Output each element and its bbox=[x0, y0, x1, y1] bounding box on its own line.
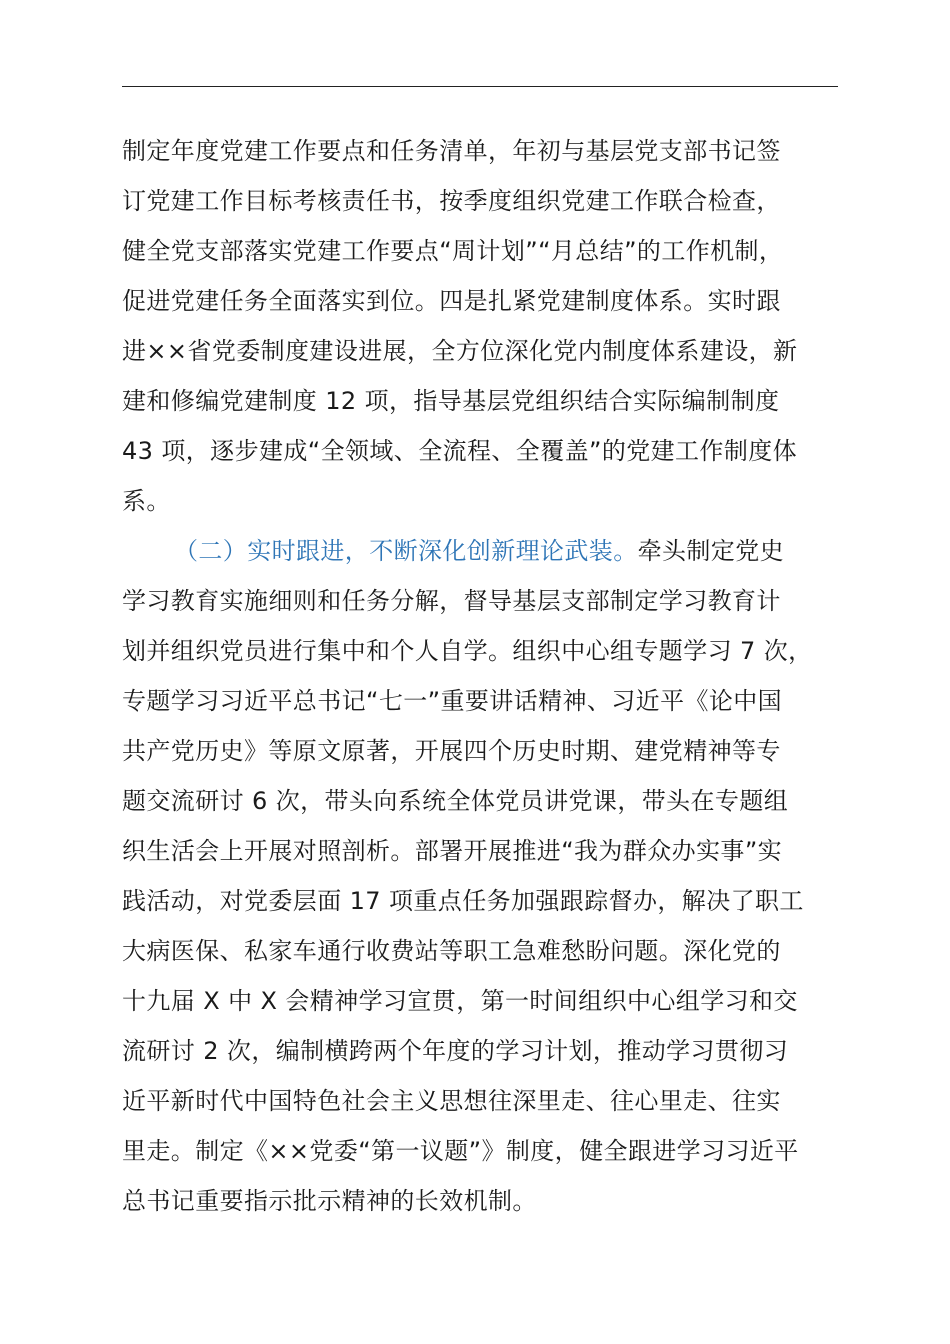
paragraph-line: 制定年度党建工作要点和任务清单，年初与基层党支部书记签 bbox=[122, 137, 781, 165]
paragraph-line: 十九届 X 中 X 会精神学习宣贯，第一时间组织中心组学习和交 bbox=[122, 987, 798, 1015]
paragraph-line: 共产党历史》等原文原著，开展四个历史时期、建党精神等专 bbox=[122, 737, 781, 765]
paragraph-line: 系。 bbox=[122, 487, 171, 515]
paragraph-line: 践活动，对党委层面 17 项重点任务加强跟踪督办，解决了职工 bbox=[122, 887, 804, 915]
paragraph-line: 流研讨 2 次，编制横跨两个年度的学习计划，推动学习贯彻习 bbox=[122, 1037, 789, 1065]
paragraph-line: 建和修编党建制度 12 项，指导基层党组织结合实际编制制度 bbox=[122, 387, 780, 415]
paragraph-line: 订党建工作目标考核责任书，按季度组织党建工作联合检查， bbox=[122, 187, 781, 215]
paragraph-line: 进××省党委制度建设进展，全方位深化党内制度体系建设，新 bbox=[122, 337, 798, 365]
paragraph-line: 专题学习习近平总书记“七一”重要讲话精神、习近平《论中国 bbox=[122, 687, 783, 715]
paragraph-line: 促进党建任务全面落实到位。四是扎紧党建制度体系。实时跟 bbox=[122, 287, 781, 315]
paragraph-2 bbox=[122, 526, 838, 1226]
paragraph-1 bbox=[122, 126, 838, 526]
paragraph-line: 大病医保、私家车通行收费站等职工急难愁盼问题。深化党的 bbox=[122, 937, 781, 965]
section-heading: （二）实时跟进，不断深化创新理论武装。 bbox=[174, 537, 638, 565]
paragraph-line: 题交流研讨 6 次，带头向系统全体党员讲党课，带头在专题组 bbox=[122, 787, 789, 815]
paragraph-line: 总书记重要指示批示精神的长效机制。 bbox=[122, 1187, 537, 1215]
paragraph-first-line bbox=[122, 526, 838, 576]
header-rule bbox=[122, 86, 838, 87]
document-body bbox=[122, 126, 838, 1226]
paragraph-line-rest: 牵头制定党史 bbox=[637, 537, 785, 565]
paragraph-line: 织生活会上开展对照剖析。部署开展推进“我为群众办实事”实 bbox=[122, 837, 783, 865]
paragraph-line: 学习教育实施细则和任务分解，督导基层支部制定学习教育计 bbox=[122, 587, 781, 615]
paragraph-line: 近平新时代中国特色社会主义思想往深里走、往心里走、往实 bbox=[122, 1087, 781, 1115]
paragraph-line: 划并组织党员进行集中和个人自学。组织中心组专题学习 7 次， bbox=[122, 637, 813, 665]
paragraph-line: 健全党支部落实党建工作要点“周计划”“月总结”的工作机制， bbox=[122, 237, 784, 265]
paragraph-line: 43 项，逐步建成“全领域、全流程、全覆盖”的党建工作制度体 bbox=[122, 437, 798, 465]
paragraph-line: 里走。制定《××党委“第一议题”》制度，健全跟进学习习近平 bbox=[122, 1137, 799, 1165]
